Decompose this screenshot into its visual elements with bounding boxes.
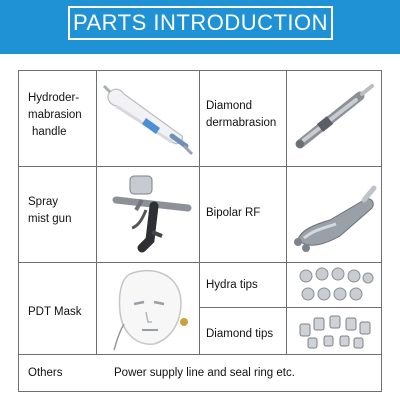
diamond-dermabrasion-label	[206, 98, 276, 132]
label-line: Others	[28, 367, 63, 379]
page-title: PARTS INTRODUCTION	[72, 10, 329, 35]
bipolar-rf-label	[206, 205, 260, 222]
label-line: Diamond tips	[206, 328, 274, 340]
label-line: dermabrasion	[206, 117, 277, 129]
label-line: handle	[32, 126, 67, 138]
label-line: mist gun	[28, 213, 72, 225]
row-divider-3	[18, 354, 382, 355]
column-divider-1	[96, 70, 97, 354]
table-border-right	[381, 70, 382, 392]
pdt-mask-icon	[104, 264, 198, 352]
others-description: Power supply line and seal ring etc.	[114, 367, 295, 379]
pdt-mask-label	[28, 304, 81, 321]
diamond-tips-icon	[294, 310, 378, 352]
banner-title-box	[68, 6, 333, 40]
column-divider-2	[199, 70, 200, 354]
bipolar-rf-handpiece-icon	[290, 178, 378, 258]
hydra-tips-label	[206, 277, 258, 294]
diamond-wand-icon	[290, 80, 378, 158]
hydro-handle-label	[28, 90, 82, 141]
label-line: Hydra tips	[206, 279, 258, 291]
label-line: Diamond	[206, 100, 253, 112]
others-label	[28, 365, 63, 382]
header-banner	[0, 0, 400, 54]
hydrodermabrasion-handle-icon	[102, 76, 196, 160]
table-border-left	[18, 70, 19, 392]
row-divider-1	[18, 166, 382, 167]
table-border-bottom	[18, 391, 382, 392]
column-divider-3	[286, 70, 287, 354]
spray-mist-gun-label	[28, 194, 71, 228]
label-line: Hydroder-	[28, 92, 80, 104]
row-divider-2	[18, 262, 382, 263]
label-line: mabrasion	[28, 109, 82, 121]
spray-gun-icon	[102, 170, 196, 258]
hydra-tips-icon	[294, 266, 378, 306]
parts-table	[18, 70, 382, 392]
row-divider-tips	[199, 307, 382, 308]
label-line: Spray	[28, 196, 59, 208]
label-line: Bipolar RF	[206, 207, 261, 219]
table-border-top	[18, 70, 382, 71]
diamond-tips-label	[206, 326, 273, 343]
label-line: PDT Mask	[28, 306, 82, 318]
